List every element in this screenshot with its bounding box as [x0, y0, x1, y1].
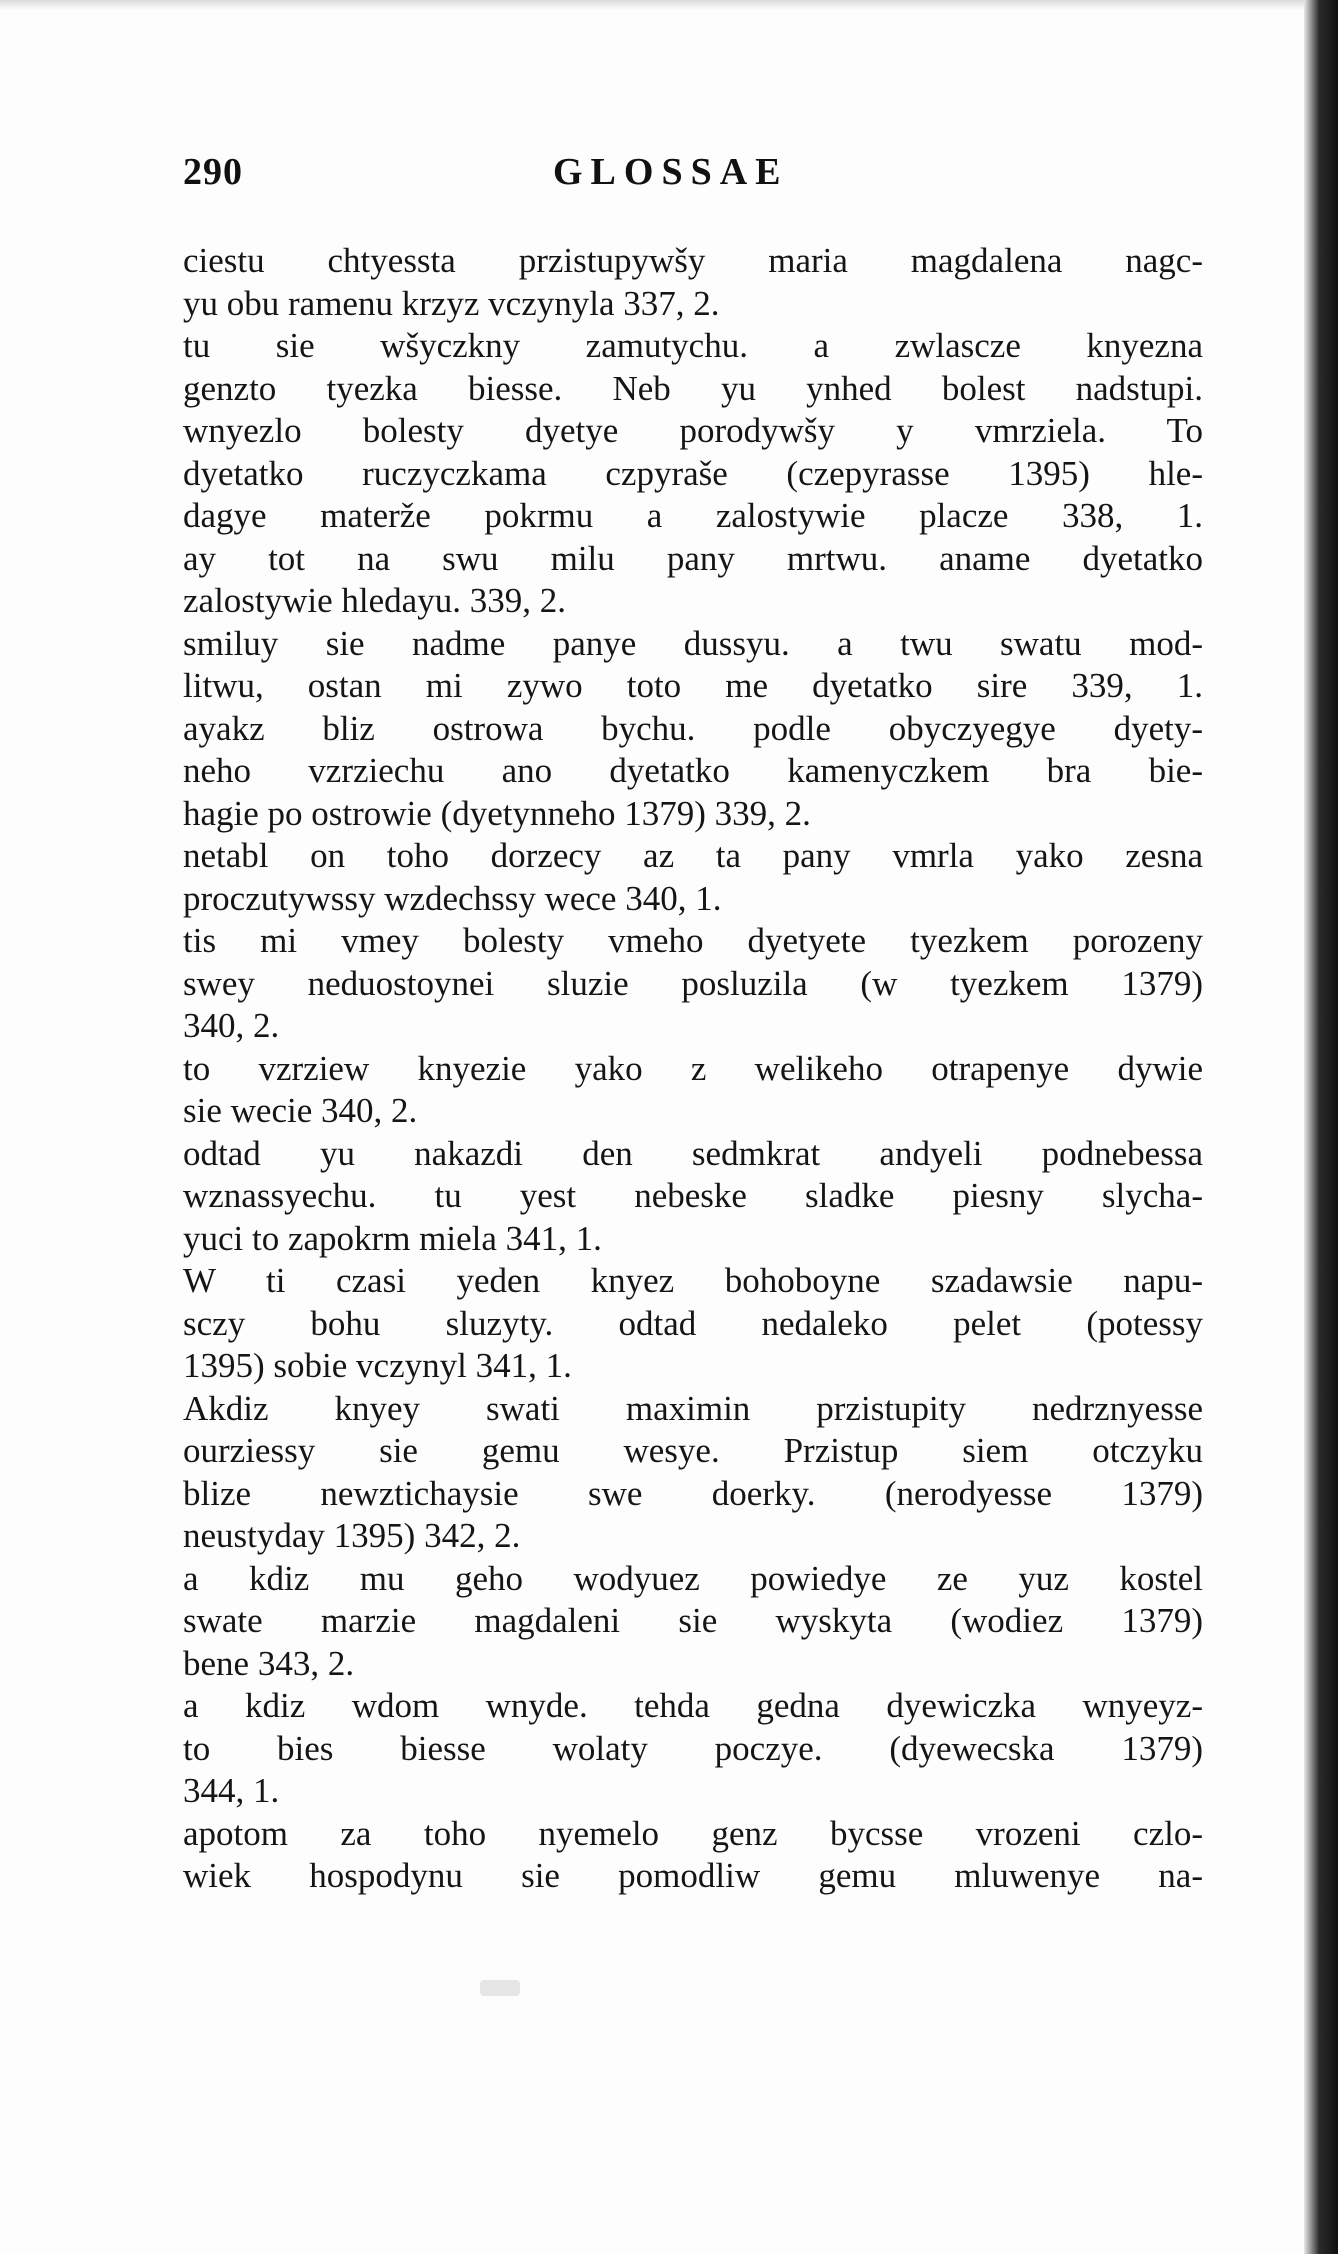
text-line: odtad yu nakazdi den sedmkrat andyeli podnebessa [183, 1133, 1203, 1173]
text-line: swate marzie magdaleni sie wyskyta (wodiez 1379) [183, 1601, 1203, 1640]
text-line: genzto tyezka biesse. Neb yu ynhed bolest nadstupi. [183, 368, 1203, 408]
text-line: proczutywssy wzdechssy wece 340, 1. [183, 878, 722, 918]
page-number: 290 [183, 151, 243, 193]
text-line: neho vzrziechu ano dyetatko kamenyczkem bra bie- [183, 751, 1203, 790]
text-line: blize newztichaysie swe doerky. (nerodyesse 1379) [183, 1473, 1203, 1513]
text-line: bene 343, 2. [183, 1643, 355, 1683]
text-line: neustyday 1395) 342, 2. [183, 1516, 521, 1555]
text-line: a kdiz wdom wnyde. tehda gedna dyewiczka wnyeyz- [183, 1686, 1203, 1725]
text-line: a kdiz mu geho wodyuez powiedye ze yuz kostel [183, 1558, 1203, 1598]
text-line: ayakz bliz ostrowa bychu. podle obyczyegye dyety- [183, 708, 1203, 748]
page-header [183, 150, 1203, 210]
text-line: ourziessy sie gemu wesye. Przistup siem otczyku [183, 1431, 1203, 1470]
running-title: GLOSSAE [553, 151, 789, 193]
text-line: hagie po ostrowie (dyetynneho 1379) 339, 2. [183, 793, 811, 833]
text-line: netabl on toho dorzecy az ta pany vmrla yako zesna [183, 836, 1203, 875]
text-line: wiek hospodynu sie pomodliw gemu mluwenye na- [183, 1856, 1203, 1895]
text-line: swey neduostoynei sluzie posluzila (w tyezkem 1379) [183, 963, 1203, 1003]
text-line: 1395) sobie vczynyl 341, 1. [183, 1346, 572, 1385]
text-line: to bies biesse wolaty poczye. (dyewecska 1379) [183, 1728, 1203, 1768]
text-line: wnyezlo bolesty dyetye porodywšy y vmrziela. To [183, 411, 1203, 450]
text-line: ay tot na swu milu pany mrtwu. aname dyetatko [183, 538, 1203, 578]
bleed-through-mark [480, 1980, 520, 1996]
text-line: apotom za toho nyemelo genz bycsse vrozeni czlo- [183, 1813, 1203, 1853]
text-line: ciestu chtyessta przistupywšy maria magdalena nagc- [183, 241, 1203, 280]
text-line: dyetatko ruczyczkama czpyraše (czepyrasse 1395) hle- [183, 453, 1203, 493]
page-top-shadow [0, 0, 1338, 10]
text-line: smiluy sie nadme panye dussyu. a twu swatu mod- [183, 623, 1203, 663]
glossary-text-block [183, 240, 1203, 2000]
text-line: sczy bohu sluzyty. odtad nedaleko pelet (potessy [183, 1303, 1203, 1343]
text-line: 340, 2. [183, 1006, 280, 1045]
text-line: tis mi vmey bolesty vmeho dyetyete tyezkem porozeny [183, 921, 1203, 960]
text-line: 344, 1. [183, 1771, 280, 1810]
page-binding-shadow [1304, 0, 1338, 2254]
text-line: yu obu ramenu krzyz vczynyla 337, 2. [183, 283, 720, 323]
text-line: yuci to zapokrm miela 341, 1. [183, 1218, 602, 1258]
text-line: sie wecie 340, 2. [183, 1091, 418, 1130]
text-line: wznassyechu. tu yest nebeske sladke piesny slycha- [183, 1176, 1203, 1215]
text-line: litwu, ostan mi zywo toto me dyetatko sire 339, 1. [183, 666, 1203, 705]
text-line: dagye materže pokrmu a zalostywie placze 338, 1. [183, 496, 1203, 535]
text-line: zalostywie hledayu. 339, 2. [183, 581, 566, 620]
text-line: W ti czasi yeden knyez bohoboyne szadawsie napu- [183, 1261, 1203, 1300]
text-line: tu sie wšyczkny zamutychu. a zwlascze knyezna [183, 326, 1203, 365]
text-line: Akdiz knyey swati maximin przistupity nedrznyesse [183, 1388, 1203, 1428]
text-line: to vzrziew knyezie yako z welikeho otrapenye dywie [183, 1048, 1203, 1088]
